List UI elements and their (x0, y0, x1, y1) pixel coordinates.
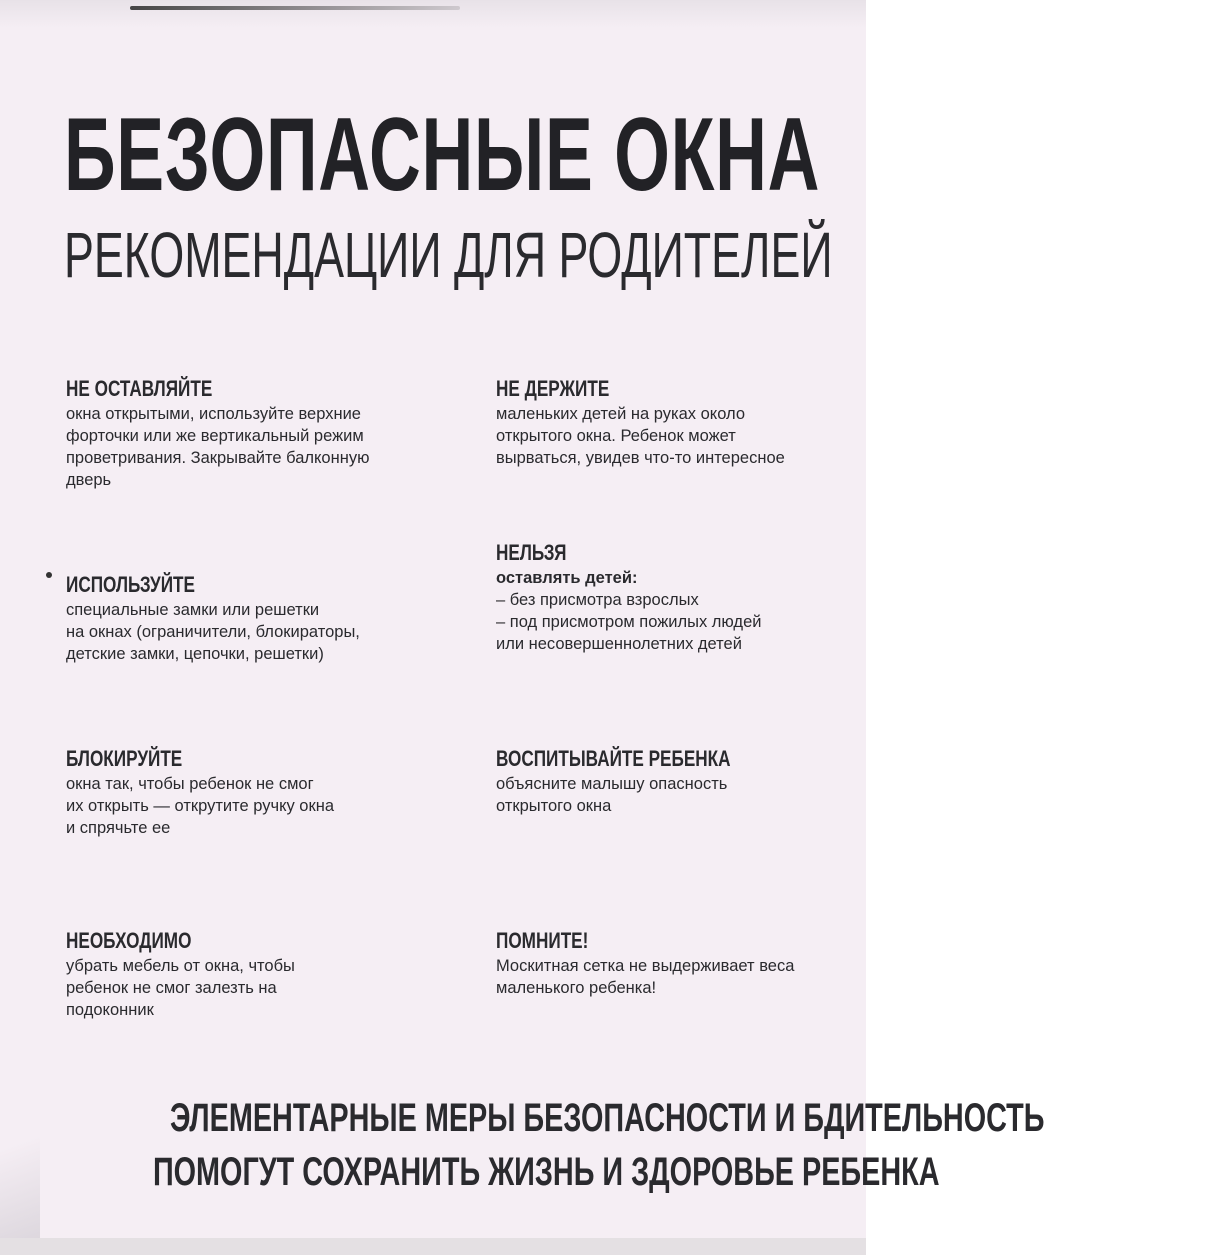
stray-dot-mark (46, 572, 52, 578)
slogan-line-1 (0, 1096, 1045, 1140)
tip-text (496, 955, 856, 999)
tip-dont-hold (496, 376, 856, 469)
tip-line: открытого окна (496, 797, 612, 815)
tip-educate (496, 746, 856, 817)
tip-text (66, 599, 446, 665)
tip-text (66, 773, 446, 839)
tip-line: – без присмотра взрослых (496, 591, 699, 609)
tip-heading: ИСПОЛЬЗУЙТЕ (66, 572, 195, 597)
tip-heading: ПОМНИТЕ! (496, 928, 589, 953)
tip-line: убрать мебель от окна, чтобы (66, 957, 295, 975)
tip-line: проветривания. Закрывайте балконную (66, 449, 370, 467)
tip-line: открытого окна. Ребенок может (496, 427, 736, 445)
tip-line: специальные замки или решетки (66, 601, 320, 619)
tip-remember (496, 928, 856, 999)
tip-line: маленького ребенка! (496, 979, 657, 997)
tip-line: окна открытыми, используйте верхние (66, 405, 361, 423)
tip-line: и спрячьте ее (66, 819, 171, 837)
tip-line: окна так, чтобы ребенок не смог (66, 775, 314, 793)
poster-subtitle: РЕКОМЕНДАЦИИ ДЛЯ РОДИТЕЛЕЙ (64, 219, 833, 291)
tip-dont-leave (66, 376, 446, 491)
tip-remove-furniture (66, 928, 446, 1021)
slogan-line-2 (0, 1150, 940, 1194)
tip-line: детские замки, цепочки, решетки) (66, 645, 324, 663)
tip-text (496, 567, 856, 655)
tip-line: – под присмотром пожилых людей (496, 613, 762, 631)
tip-heading: НЕЛЬЗЯ (496, 540, 567, 565)
tip-line: объясните малышу опасность (496, 775, 728, 793)
slogan-text: ЭЛЕМЕНТАРНЫЕ МЕРЫ БЕЗОПАСНОСТИ И БДИТЕЛЬНОСТЬ (170, 1096, 1045, 1140)
tip-line: их открыть — открутите ручку окна (66, 797, 334, 815)
tip-line: форточки или же вертикальный режим (66, 427, 364, 445)
tip-text (66, 403, 446, 491)
tip-text (66, 955, 446, 1021)
scan-top-shadow (0, 0, 866, 28)
scan-artifact-line (130, 6, 460, 10)
tip-heading: НЕ ДЕРЖИТЕ (496, 376, 610, 401)
tip-line: оставлять детей: (496, 569, 638, 587)
tip-text (496, 403, 856, 469)
tip-line: вырваться, увидев что-то интересное (496, 449, 785, 467)
tip-text (496, 773, 856, 817)
tip-heading: БЛОКИРУЙТЕ (66, 746, 183, 771)
tip-line: дверь (66, 471, 112, 489)
tip-heading: НЕ ОСТАВЛЯЙТЕ (66, 376, 213, 401)
slogan-text: ПОМОГУТ СОХРАНИТЬ ЖИЗНЬ И ЗДОРОВЬЕ РЕБЕНКА (152, 1150, 940, 1194)
tip-line: маленьких детей на руках около (496, 405, 745, 423)
tip-line: или несовершеннолетних детей (496, 635, 742, 653)
tip-line: на окнах (ограничители, блокираторы, (66, 623, 360, 641)
tip-line: ребенок не смог залезть на (66, 979, 277, 997)
poster-title: БЕЗОПАСНЫЕ ОКНА (64, 97, 821, 213)
tip-use-locks (66, 572, 446, 665)
tip-line: подоконник (66, 1001, 154, 1019)
tip-block-windows (66, 746, 446, 839)
tip-forbidden (496, 540, 856, 655)
scan-bottom-edge (0, 1238, 866, 1255)
tip-heading: НЕОБХОДИМО (66, 928, 192, 953)
tip-heading: ВОСПИТЫВАЙТЕ РЕБЕНКА (496, 746, 731, 771)
tip-line: Москитная сетка не выдерживает веса (496, 957, 795, 975)
